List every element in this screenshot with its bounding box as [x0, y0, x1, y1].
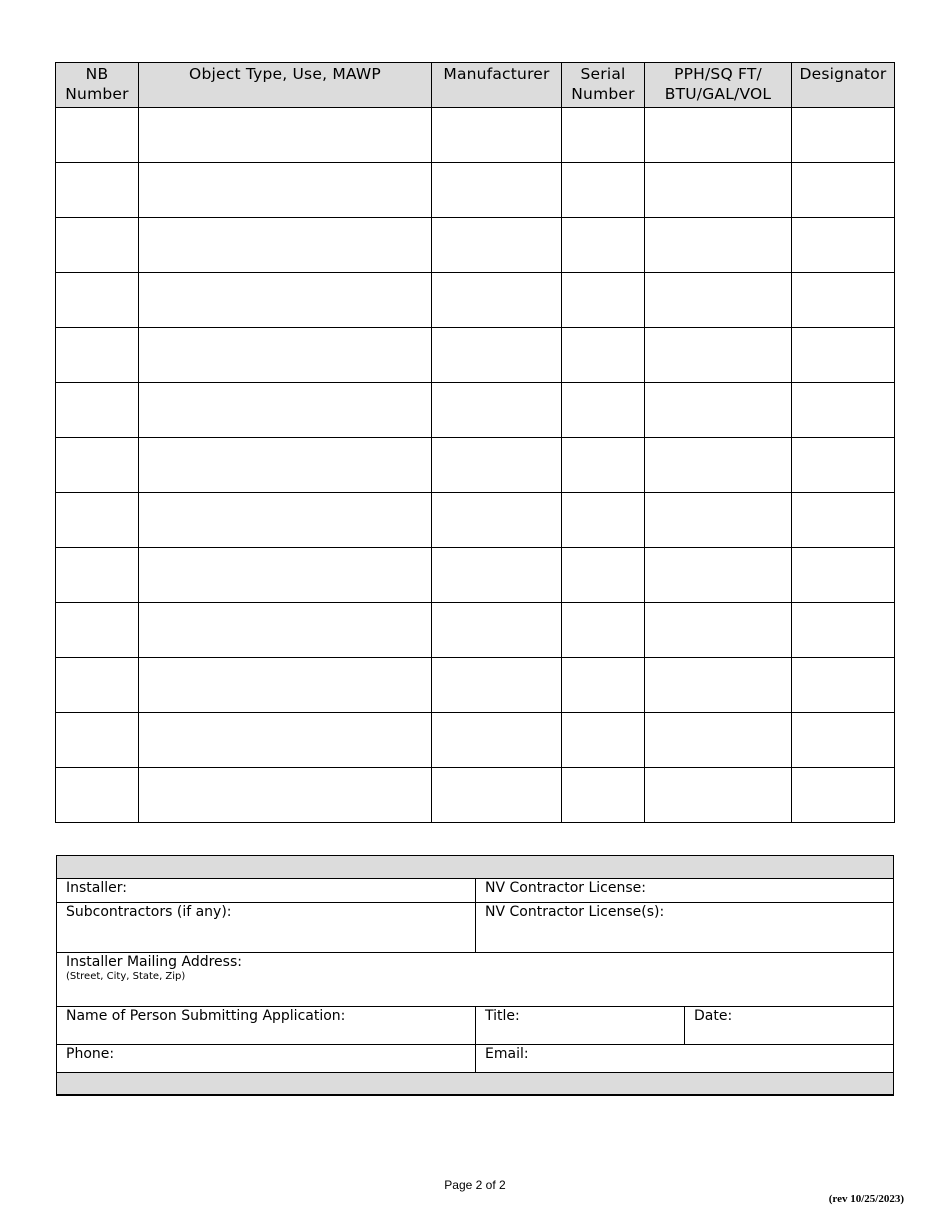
header-nb-number: NB Number	[56, 63, 139, 108]
designator-cell[interactable]	[792, 438, 895, 493]
header-serial-number: Serial Number	[562, 63, 645, 108]
object-type-cell[interactable]	[139, 273, 432, 328]
nb-number-cell[interactable]	[56, 163, 139, 218]
designator-cell[interactable]	[792, 328, 895, 383]
capacity-cell[interactable]	[645, 713, 792, 768]
designator-cell[interactable]	[792, 218, 895, 273]
designator-cell[interactable]	[792, 108, 895, 163]
phone-field[interactable]	[57, 1045, 476, 1073]
serial-number-cell[interactable]	[562, 108, 645, 163]
object-type-cell[interactable]	[139, 218, 432, 273]
serial-number-cell[interactable]	[562, 768, 645, 823]
title-label: Title:	[485, 1008, 520, 1024]
object-type-cell[interactable]	[139, 438, 432, 493]
capacity-cell[interactable]	[645, 438, 792, 493]
designator-cell[interactable]	[792, 713, 895, 768]
header-capacity: PPH/SQ FT/ BTU/GAL/VOL	[645, 63, 792, 108]
table-row	[56, 438, 895, 493]
mailing-address-field[interactable]	[57, 953, 894, 1007]
header-object-type: Object Type, Use, MAWP	[139, 63, 432, 108]
page-number: Page 2 of 2	[444, 1178, 506, 1192]
table-row	[56, 273, 895, 328]
nb-number-cell[interactable]	[56, 493, 139, 548]
manufacturer-cell[interactable]	[432, 438, 562, 493]
serial-number-cell[interactable]	[562, 548, 645, 603]
header-designator: Designator	[792, 63, 895, 108]
serial-number-cell[interactable]	[562, 273, 645, 328]
nv-license-label: NV Contractor License:	[485, 880, 646, 896]
designator-cell[interactable]	[792, 768, 895, 823]
object-type-cell[interactable]	[139, 493, 432, 548]
table-row	[56, 658, 895, 713]
table-row	[56, 768, 895, 823]
object-type-cell[interactable]	[139, 713, 432, 768]
designator-cell[interactable]	[792, 603, 895, 658]
installer-info-table	[56, 855, 894, 1096]
capacity-cell[interactable]	[645, 218, 792, 273]
table-row	[56, 163, 895, 218]
capacity-cell[interactable]	[645, 768, 792, 823]
object-type-cell[interactable]	[139, 603, 432, 658]
capacity-cell[interactable]	[645, 658, 792, 713]
revision-date: (rev 10/25/2023)	[828, 1193, 904, 1205]
manufacturer-cell[interactable]	[432, 713, 562, 768]
phone-label: Phone:	[66, 1046, 115, 1062]
manufacturer-cell[interactable]	[432, 603, 562, 658]
email-field[interactable]	[476, 1045, 894, 1073]
designator-cell[interactable]	[792, 383, 895, 438]
serial-number-cell[interactable]	[562, 328, 645, 383]
mailing-address-hint: (Street, City, State, Zip)	[66, 971, 186, 982]
manufacturer-cell[interactable]	[432, 273, 562, 328]
footer-band	[57, 1073, 894, 1095]
equipment-table	[55, 62, 895, 823]
submitter-name-field[interactable]	[57, 1007, 476, 1045]
installer-label: Installer:	[66, 880, 127, 896]
title-field[interactable]	[476, 1007, 685, 1045]
email-label: Email:	[485, 1046, 529, 1062]
header-band	[57, 856, 894, 879]
object-type-cell[interactable]	[139, 163, 432, 218]
header-band-cell	[57, 856, 894, 879]
nb-number-cell[interactable]	[56, 548, 139, 603]
nb-number-cell[interactable]	[56, 273, 139, 328]
table-row	[56, 493, 895, 548]
object-type-cell[interactable]	[139, 328, 432, 383]
designator-cell[interactable]	[792, 493, 895, 548]
subcontractors-label: Subcontractors (if any):	[66, 904, 232, 920]
installer-field[interactable]	[57, 879, 476, 903]
header-manufacturer: Manufacturer	[432, 63, 562, 108]
nb-number-cell[interactable]	[56, 383, 139, 438]
capacity-cell[interactable]	[645, 548, 792, 603]
object-type-cell[interactable]	[139, 383, 432, 438]
designator-cell[interactable]	[792, 163, 895, 218]
nb-number-cell[interactable]	[56, 658, 139, 713]
manufacturer-cell[interactable]	[432, 328, 562, 383]
serial-number-cell[interactable]	[562, 493, 645, 548]
serial-number-cell[interactable]	[562, 658, 645, 713]
equipment-header-row	[56, 63, 895, 108]
nb-number-cell[interactable]	[56, 438, 139, 493]
table-row	[56, 548, 895, 603]
object-type-cell[interactable]	[139, 108, 432, 163]
table-row	[56, 603, 895, 658]
serial-number-cell[interactable]	[562, 383, 645, 438]
submitter-name-label: Name of Person Submitting Application:	[66, 1008, 346, 1024]
serial-number-cell[interactable]	[562, 713, 645, 768]
mailing-address-label: Installer Mailing Address:	[66, 954, 242, 970]
capacity-cell[interactable]	[645, 493, 792, 548]
capacity-cell[interactable]	[645, 273, 792, 328]
nv-licenses-label: NV Contractor License(s):	[485, 904, 665, 920]
nb-number-cell[interactable]	[56, 603, 139, 658]
designator-cell[interactable]	[792, 548, 895, 603]
manufacturer-cell[interactable]	[432, 163, 562, 218]
date-label: Date:	[694, 1008, 733, 1024]
serial-number-cell[interactable]	[562, 218, 645, 273]
nb-number-cell[interactable]	[56, 768, 139, 823]
capacity-cell[interactable]	[645, 383, 792, 438]
object-type-cell[interactable]	[139, 548, 432, 603]
capacity-cell[interactable]	[645, 163, 792, 218]
table-row	[56, 108, 895, 163]
object-type-cell[interactable]	[139, 768, 432, 823]
manufacturer-cell[interactable]	[432, 383, 562, 438]
nb-number-cell[interactable]	[56, 218, 139, 273]
serial-number-cell[interactable]	[562, 603, 645, 658]
designator-cell[interactable]	[792, 273, 895, 328]
manufacturer-cell[interactable]	[432, 658, 562, 713]
table-row	[56, 383, 895, 438]
manufacturer-cell[interactable]	[432, 493, 562, 548]
table-row	[56, 328, 895, 383]
manufacturer-cell[interactable]	[432, 548, 562, 603]
footer-band-cell	[57, 1073, 894, 1095]
table-row	[56, 713, 895, 768]
capacity-cell[interactable]	[645, 603, 792, 658]
capacity-cell[interactable]	[645, 328, 792, 383]
manufacturer-cell[interactable]	[432, 218, 562, 273]
manufacturer-cell[interactable]	[432, 768, 562, 823]
nb-number-cell[interactable]	[56, 108, 139, 163]
nv-licenses-field[interactable]	[476, 903, 894, 953]
serial-number-cell[interactable]	[562, 438, 645, 493]
object-type-cell[interactable]	[139, 658, 432, 713]
date-field[interactable]	[685, 1007, 894, 1045]
manufacturer-cell[interactable]	[432, 108, 562, 163]
table-row	[56, 218, 895, 273]
subcontractors-field[interactable]	[57, 903, 476, 953]
designator-cell[interactable]	[792, 658, 895, 713]
capacity-cell[interactable]	[645, 108, 792, 163]
nb-number-cell[interactable]	[56, 328, 139, 383]
nb-number-cell[interactable]	[56, 713, 139, 768]
serial-number-cell[interactable]	[562, 163, 645, 218]
nv-license-field[interactable]	[476, 879, 894, 903]
equipment-body	[56, 108, 895, 823]
